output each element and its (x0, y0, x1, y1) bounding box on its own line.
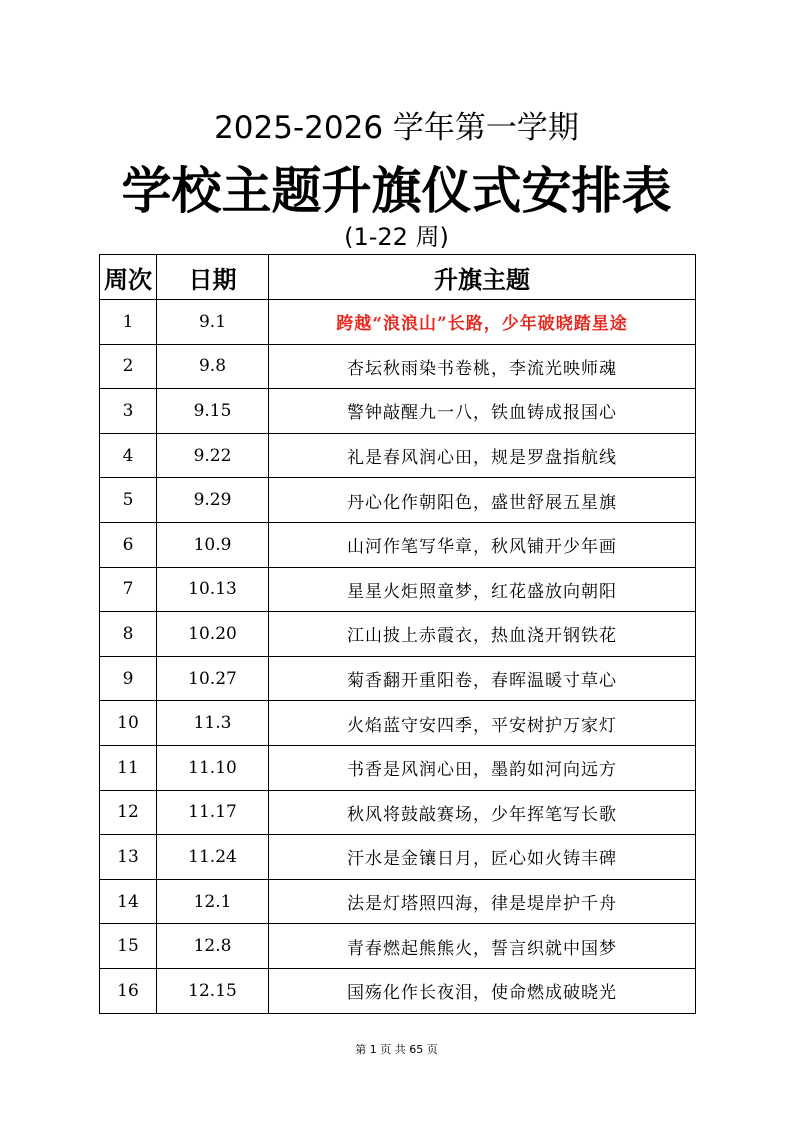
date-cell: 11.10 (157, 745, 269, 790)
date-cell: 12.1 (157, 879, 269, 924)
column-header-date: 日期 (157, 255, 269, 300)
week-cell: 7 (100, 567, 157, 612)
week-cell: 4 (100, 433, 157, 478)
theme-cell: 警钟敲醒九一八，铁血铸成报国心 (269, 389, 696, 434)
week-cell: 13 (100, 835, 157, 880)
week-cell: 14 (100, 879, 157, 924)
week-cell: 11 (100, 745, 157, 790)
theme-cell: 青春燃起熊熊火，誓言织就中国梦 (269, 924, 696, 969)
date-cell: 10.27 (157, 656, 269, 701)
theme-cell: 江山披上赤霞衣，热血浇开钢铁花 (269, 612, 696, 657)
theme-cell: 汗水是金镶日月，匠心如火铸丰碑 (269, 835, 696, 880)
date-cell: 10.9 (157, 522, 269, 567)
theme-cell: 礼是春风润心田，规是罗盘指航线 (269, 433, 696, 478)
table-row (100, 790, 696, 835)
week-range-subtitle: (1-22 周) (344, 223, 449, 251)
date-cell: 9.29 (157, 478, 269, 523)
date-cell: 9.15 (157, 389, 269, 434)
table-row (100, 656, 696, 701)
theme-cell: 星星火炬照童梦，红花盛放向朝阳 (269, 567, 696, 612)
week-cell: 16 (100, 968, 157, 1013)
week-cell: 8 (100, 612, 157, 657)
table-row (100, 433, 696, 478)
week-cell: 2 (100, 344, 157, 389)
table-row (100, 300, 696, 345)
table-row (100, 835, 696, 880)
table-row (100, 567, 696, 612)
week-cell: 3 (100, 389, 157, 434)
column-header-week: 周次 (100, 255, 157, 300)
date-cell: 9.1 (157, 300, 269, 345)
table-row (100, 389, 696, 434)
flag-raising-schedule-table (99, 254, 696, 1014)
theme-cell: 菊香翻开重阳卷，春晖温暖寸草心 (269, 656, 696, 701)
week-cell: 15 (100, 924, 157, 969)
date-cell: 9.8 (157, 344, 269, 389)
column-header-theme: 升旗主题 (269, 255, 696, 300)
date-cell: 12.8 (157, 924, 269, 969)
table-row (100, 924, 696, 969)
table-header-row (100, 255, 696, 300)
page-title: 学校主题升旗仪式安排表 (121, 162, 672, 220)
date-cell: 10.13 (157, 567, 269, 612)
week-cell: 5 (100, 478, 157, 523)
table-row (100, 522, 696, 567)
table-row (100, 745, 696, 790)
date-cell: 11.3 (157, 701, 269, 746)
date-cell: 11.17 (157, 790, 269, 835)
week-cell: 9 (100, 656, 157, 701)
theme-cell: 跨越“浪浪山”长路，少年破晓踏星途 (269, 300, 696, 345)
table-row (100, 968, 696, 1013)
table-row (100, 612, 696, 657)
theme-cell: 国殇化作长夜泪，使命燃成破晓光 (269, 968, 696, 1013)
week-cell: 1 (100, 300, 157, 345)
theme-cell: 书香是风润心田，墨韵如河向远方 (269, 745, 696, 790)
week-cell: 10 (100, 701, 157, 746)
table-row (100, 879, 696, 924)
theme-cell: 秋风将鼓敲赛场，少年挥笔写长歌 (269, 790, 696, 835)
theme-cell: 丹心化作朝阳色，盛世舒展五星旗 (269, 478, 696, 523)
date-cell: 12.15 (157, 968, 269, 1013)
date-cell: 11.24 (157, 835, 269, 880)
page-number-footer: 第 1 页 共 65 页 (355, 1043, 438, 1056)
date-cell: 9.22 (157, 433, 269, 478)
theme-cell: 火焰蓝守安四季，平安树护万家灯 (269, 701, 696, 746)
semester-title: 2025-2026 学年第一学期 (214, 110, 579, 146)
week-cell: 12 (100, 790, 157, 835)
table-row (100, 344, 696, 389)
table-row (100, 701, 696, 746)
theme-cell: 法是灯塔照四海，律是堤岸护千舟 (269, 879, 696, 924)
week-cell: 6 (100, 522, 157, 567)
theme-cell: 杏坛秋雨染书卷桃，李流光映师魂 (269, 344, 696, 389)
date-cell: 10.20 (157, 612, 269, 657)
theme-cell: 山河作笔写华章，秋风铺开少年画 (269, 522, 696, 567)
table-row (100, 478, 696, 523)
